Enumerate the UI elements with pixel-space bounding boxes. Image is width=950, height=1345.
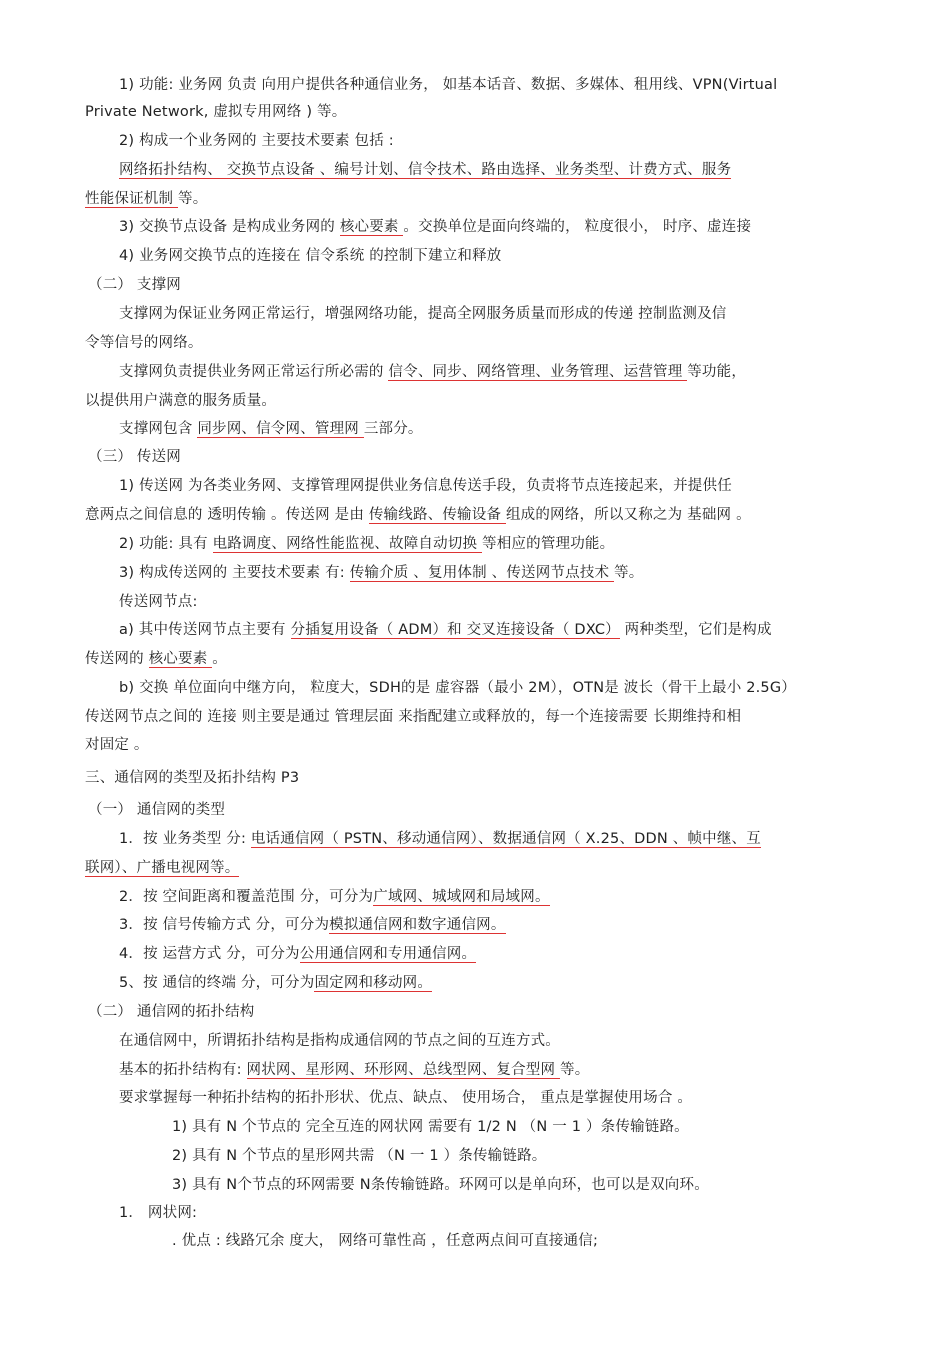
text-line: 传送网节点之间的 连接 则主要是通过 管理层面 来指配建立或释放的，每一个连接需要 长期维持和相 [85, 709, 742, 725]
text-line: 3．按 信号传输方式 分，可分为模拟通信网和数字通信网。 [119, 917, 506, 933]
text-line: 在通信网中，所谓拓扑结构是指构成通信网的节点之间的互连方式。 [119, 1033, 560, 1049]
text-line: 以提供用户满意的服务质量。 [85, 393, 277, 409]
text-line: 1) 功能: 业务网 负责 向用户提供各种通信业务， 如基本话音、数据、多媒体、租用线、VPN(Virtual [119, 77, 778, 93]
text-line: 1．按 业务类型 分: 电话通信网（ PSTN、移动通信网）、数据通信网（ X.25、DDN 、帧中继、互 [119, 831, 761, 847]
text-line: 3) 交换节点设备 是构成业务网的 核心要素 。交换单位是面向终端的， 粒度很小， 时序、虚连接 [119, 219, 752, 235]
text-line: 对固定 。 [85, 737, 149, 753]
text-line: 支撑网负责提供业务网正常运行所必需的 信令、同步、网络管理、业务管理、运营管理 等功能， [119, 364, 747, 380]
section-heading: 三、通信网的类型及拓扑结构 P3 [85, 770, 300, 786]
text-line: 性能保证机制 等。 [85, 191, 208, 207]
text-line: 2) 构成一个业务网的 主要技术要素 包括 : [119, 133, 394, 149]
text-line: 3) 具有 N个节点的环网需要 N条传输链路。环网可以是单向环，也可以是双向环。 [172, 1177, 709, 1193]
text-line: . 优点 : 线路冗余 度大， 网络可靠性高 ，任意两点间可直接通信; [172, 1233, 599, 1249]
text-line: 1) 具有 N 个节点的 完全互连的网状网 需要有 1/2 N （N 一 1 ）条传输链路。 [172, 1119, 689, 1135]
text-line: 支撑网包含 同步网、信令网、管理网 三部分。 [119, 421, 423, 437]
text-line: 意两点之间信息的 透明传输 。传送网 是由 传输线路、传输设备 组成的网络，所以又称之为 基础网 。 [85, 507, 751, 523]
text-line: 传送网的 核心要素 。 [85, 651, 227, 667]
text-line: 基本的拓扑结构有: 网状网、星形网、环形网、总线型网、复合型网 等。 [119, 1062, 590, 1078]
text-line: 2．按 空间距离和覆盖范围 分，可分为广域网、城域网和局域网。 [119, 889, 550, 905]
text-line: 5、按 通信的终端 分，可分为固定网和移动网。 [119, 975, 433, 991]
section-heading: （二） 支撑网 [88, 277, 182, 293]
text-line: 支撑网为保证业务网正常运行，增强网络功能，提高全网服务质量而形成的传递 控制监测及信 [119, 306, 727, 322]
text-line: 2) 具有 N 个节点的星形网共需 （N 一 1 ）条传输链路。 [172, 1148, 547, 1164]
text-line: 要求掌握每一种拓扑结构的拓扑形状、优点、缺点、 使用场合， 重点是掌握使用场合 。 [119, 1090, 693, 1106]
text-line: 联网）、广播电视网等。 [85, 860, 240, 876]
section-heading: （二） 通信网的拓扑结构 [88, 1004, 255, 1020]
text-line: 4) 业务网交换节点的连接在 信令系统 的控制下建立和释放 [119, 248, 502, 264]
text-line: 1． 网状网: [119, 1205, 198, 1221]
text-line: 令等信号的网络。 [85, 335, 203, 351]
text-line: 传送网节点: [119, 594, 198, 610]
text-line: 2) 功能: 具有 电路调度、网络性能监视、故障自动切换 等相应的管理功能。 [119, 536, 615, 552]
text-line: 4．按 运营方式 分，可分为公用通信网和专用通信网。 [119, 946, 477, 962]
section-heading: （一） 通信网的类型 [88, 802, 226, 818]
text-line: 网络拓扑结构、 交换节点设备 、编号计划、信令技术、路由选择、业务类型、计费方式、服务 [119, 162, 732, 178]
text-line: 1) 传送网 为各类业务网、支撑管理网提供业务信息传送手段，负责将节点连接起来，并提供任 [119, 478, 732, 494]
text-line: a) 其中传送网节点主要有 分插复用设备（ ADM）和 交叉连接设备（ DXC） 两种类型，它们是构成 [119, 622, 772, 638]
text-line: b) 交换 单位面向中继方向， 粒度大，SDH的是 虚容器（最小 2M），OTN是 波长（骨干上最小 2.5G） [119, 680, 796, 696]
section-heading: （三） 传送网 [88, 449, 182, 465]
text-line: 3) 构成传送网的 主要技术要素 有: 传输介质 、复用体制 、传送网节点技术 等。 [119, 565, 644, 581]
text-line: Private Network, 虚拟专用网络 ) 等。 [85, 104, 347, 120]
